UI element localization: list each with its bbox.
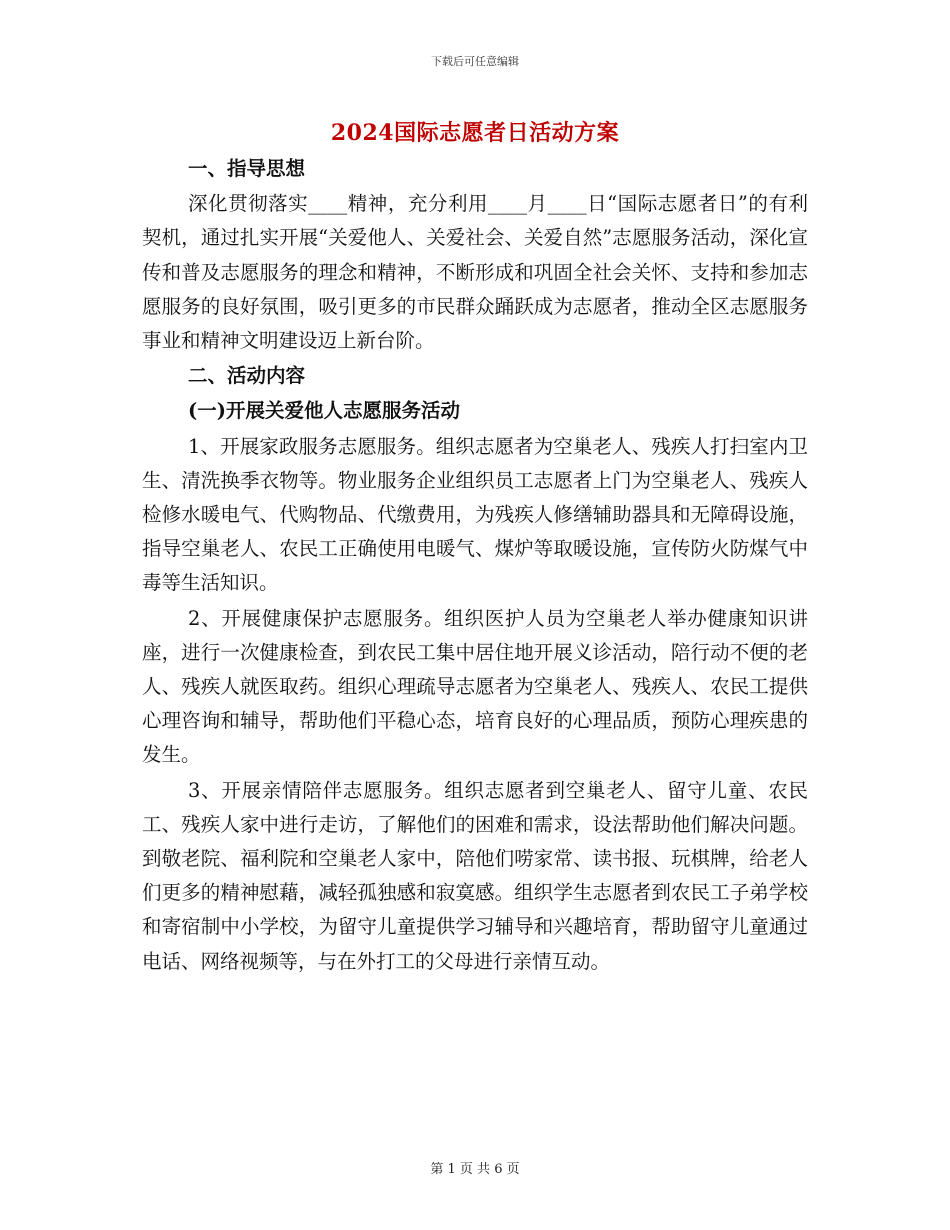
page-header: 下载后可任意编辑 (431, 55, 519, 68)
paragraph-guiding-ideology: 深化贯彻落实____精神，充分利用____月____日“国际志愿者日”的有利契机，通过扎实开展“关爱他人、关爱社会、关爱自然”志愿服务活动，深化宣传和普及志愿服务的理念和精神，不断形成和巩固全社会关怀、支持和参加志愿服务的良好氛围，吸引更多的市民群众踊跃成为志愿者，推动全区志愿服务事业和精神文明建设迈上新台阶。 (142, 192, 808, 353)
paragraph-item-1: 1、开展家政服务志愿服务。组织志愿者为空巢老人、残疾人打扫室内卫生、清洗换季衣物等。物业服务企业组织员工志愿者上门为空巢老人、残疾人检修水暖电气、代购物品、代缴费用，为残疾人修缮辅助器具和无障碍设施，指导空巢老人、农民工正确使用电暖气、煤炉等取暖设施，宣传防火防煤气中毒等生活知识。 (142, 434, 808, 595)
section-heading-guiding-ideology: 一、指导思想 (188, 157, 306, 180)
paragraph-item-3: 3、开展亲情陪伴志愿服务。组织志愿者到空巢老人、留守儿童、农民工、残疾人家中进行走访，了解他们的困难和需求，设法帮助他们解决问题。到敬老院、福利院和空巢老人家中，陪他们唠家常、读书报、玩棋牌，给老人们更多的精神慰藉，减轻孤独感和寂寞感。组织学生志愿者到农民工子弟学校和寄宿制中小学校，为留守儿童提供学习辅导和兴趣培育，帮助留守儿童通过电话、网络视频等，与在外打工的父母进行亲情互动。 (142, 778, 808, 973)
document-title: 2024国际志愿者日活动方案 (330, 120, 620, 146)
subsection-heading-caring-others: (一)开展关爱他人志愿服务活动 (188, 399, 460, 423)
paragraph-item-2: 2、开展健康保护志愿服务。组织医护人员为空巢老人举办健康知识讲座，进行一次健康检查，到农民工集中居住地开展义诊活动，陪行动不便的老人、残疾人就医取药。组织心理疏导志愿者为空巢老人、残疾人、农民工提供心理咨询和辅导，帮助他们平稳心态，培育良好的心理品质，预防心理疾患的发生。 (142, 606, 808, 767)
section-heading-activity-content: 二、活动内容 (188, 364, 306, 388)
page-footer: 第 1 页 共 6 页 (430, 1162, 520, 1177)
document-body (142, 152, 808, 980)
